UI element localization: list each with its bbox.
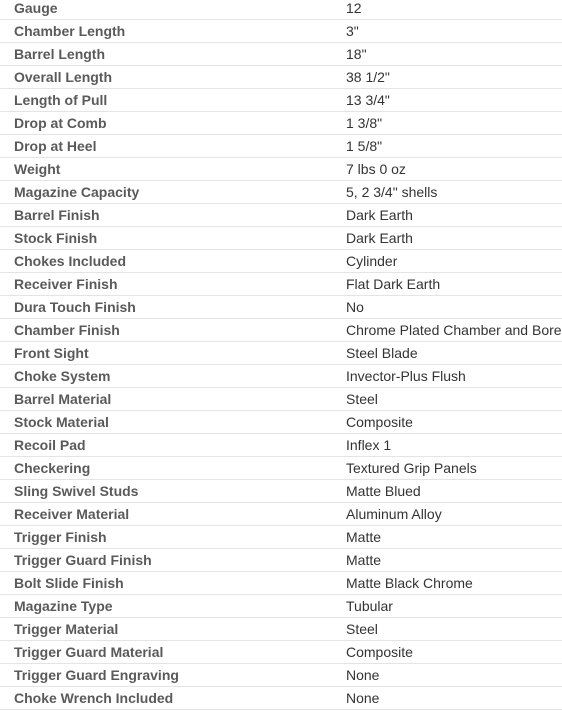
spec-value: 5, 2 3/4" shells	[346, 184, 438, 200]
table-row	[0, 158, 562, 181]
table-row	[0, 480, 562, 503]
spec-label: Length of Pull	[14, 92, 108, 108]
spec-value: Dark Earth	[346, 230, 413, 246]
spec-value: Composite	[346, 644, 413, 660]
table-row	[0, 618, 562, 641]
spec-label: Weight	[14, 161, 61, 177]
spec-value: 13 3/4"	[346, 92, 390, 108]
spec-label: Trigger Material	[14, 621, 119, 637]
spec-value: Flat Dark Earth	[346, 276, 441, 292]
spec-label: Trigger Guard Engraving	[14, 667, 179, 683]
spec-value: Invector-Plus Flush	[346, 368, 466, 384]
spec-value: Aluminum Alloy	[346, 506, 442, 522]
spec-value: Steel	[346, 391, 378, 407]
spec-label: Dura Touch Finish	[14, 299, 136, 315]
spec-value: Textured Grip Panels	[346, 460, 477, 476]
spec-label: Trigger Guard Material	[14, 644, 164, 660]
table-row	[0, 0, 562, 20]
spec-label: Front Sight	[14, 345, 89, 361]
table-row	[0, 112, 562, 135]
table-row	[0, 135, 562, 158]
spec-value: Chrome Plated Chamber and Bore	[346, 322, 562, 338]
spec-value: Matte	[346, 552, 382, 568]
table-row	[0, 365, 562, 388]
spec-value: 38 1/2"	[346, 69, 390, 85]
spec-label: Choke System	[14, 368, 111, 384]
spec-label: Chamber Length	[14, 23, 126, 39]
spec-value: 12	[346, 0, 362, 16]
table-row	[0, 457, 562, 480]
spec-value: 1 5/8"	[346, 138, 383, 154]
spec-label: Recoil Pad	[14, 437, 86, 453]
table-row	[0, 549, 562, 572]
spec-value: 18"	[346, 46, 367, 62]
table-row	[0, 641, 562, 664]
table-row	[0, 296, 562, 319]
table-row	[0, 595, 562, 618]
spec-label: Sling Swivel Studs	[14, 483, 139, 499]
table-row	[0, 319, 562, 342]
spec-value: 3"	[346, 23, 359, 39]
spec-value: None	[346, 690, 380, 706]
spec-value: Composite	[346, 414, 413, 430]
spec-value: Matte	[346, 529, 382, 545]
spec-label: Choke Wrench Included	[14, 690, 174, 706]
spec-label: Barrel Length	[14, 46, 106, 62]
spec-value: Cylinder	[346, 253, 398, 269]
spec-label: Receiver Material	[14, 506, 130, 522]
table-row	[0, 250, 562, 273]
spec-label: Barrel Material	[14, 391, 112, 407]
table-row	[0, 181, 562, 204]
spec-value: Matte Black Chrome	[346, 575, 473, 591]
spec-label: Drop at Comb	[14, 115, 107, 131]
spec-label: Stock Material	[14, 414, 109, 430]
table-row	[0, 227, 562, 250]
spec-value: Steel	[346, 621, 378, 637]
table-row	[0, 273, 562, 296]
spec-label: Trigger Finish	[14, 529, 107, 545]
spec-label: Barrel Finish	[14, 207, 100, 223]
spec-value: 1 3/8"	[346, 115, 383, 131]
table-row	[0, 342, 562, 365]
spec-value: Inflex 1	[346, 437, 392, 453]
table-row	[0, 388, 562, 411]
spec-label: Chokes Included	[14, 253, 127, 269]
spec-value: Matte Blued	[346, 483, 421, 499]
table-row	[0, 89, 562, 112]
spec-value: No	[346, 299, 364, 315]
table-row	[0, 204, 562, 227]
spec-value: None	[346, 667, 380, 683]
spec-value: Tubular	[346, 598, 393, 614]
table-row	[0, 687, 562, 710]
spec-value: Dark Earth	[346, 207, 413, 223]
table-row	[0, 66, 562, 89]
table-row	[0, 664, 562, 687]
spec-label: Stock Finish	[14, 230, 98, 246]
table-row	[0, 434, 562, 457]
spec-label: Gauge	[14, 0, 58, 16]
spec-label: Bolt Slide Finish	[14, 575, 124, 591]
spec-label: Magazine Capacity	[14, 184, 140, 200]
table-row	[0, 572, 562, 595]
spec-label: Receiver Finish	[14, 276, 118, 292]
spec-value: 7 lbs 0 oz	[346, 161, 406, 177]
table-row	[0, 411, 562, 434]
spec-label: Checkering	[14, 460, 91, 476]
table-row	[0, 526, 562, 549]
table-row	[0, 43, 562, 66]
spec-value: Steel Blade	[346, 345, 418, 361]
table-row	[0, 20, 562, 43]
spec-label: Trigger Guard Finish	[14, 552, 152, 568]
table-row	[0, 503, 562, 526]
spec-label: Magazine Type	[14, 598, 113, 614]
spec-label: Chamber Finish	[14, 322, 120, 338]
spec-label: Overall Length	[14, 69, 113, 85]
spec-label: Drop at Heel	[14, 138, 97, 154]
